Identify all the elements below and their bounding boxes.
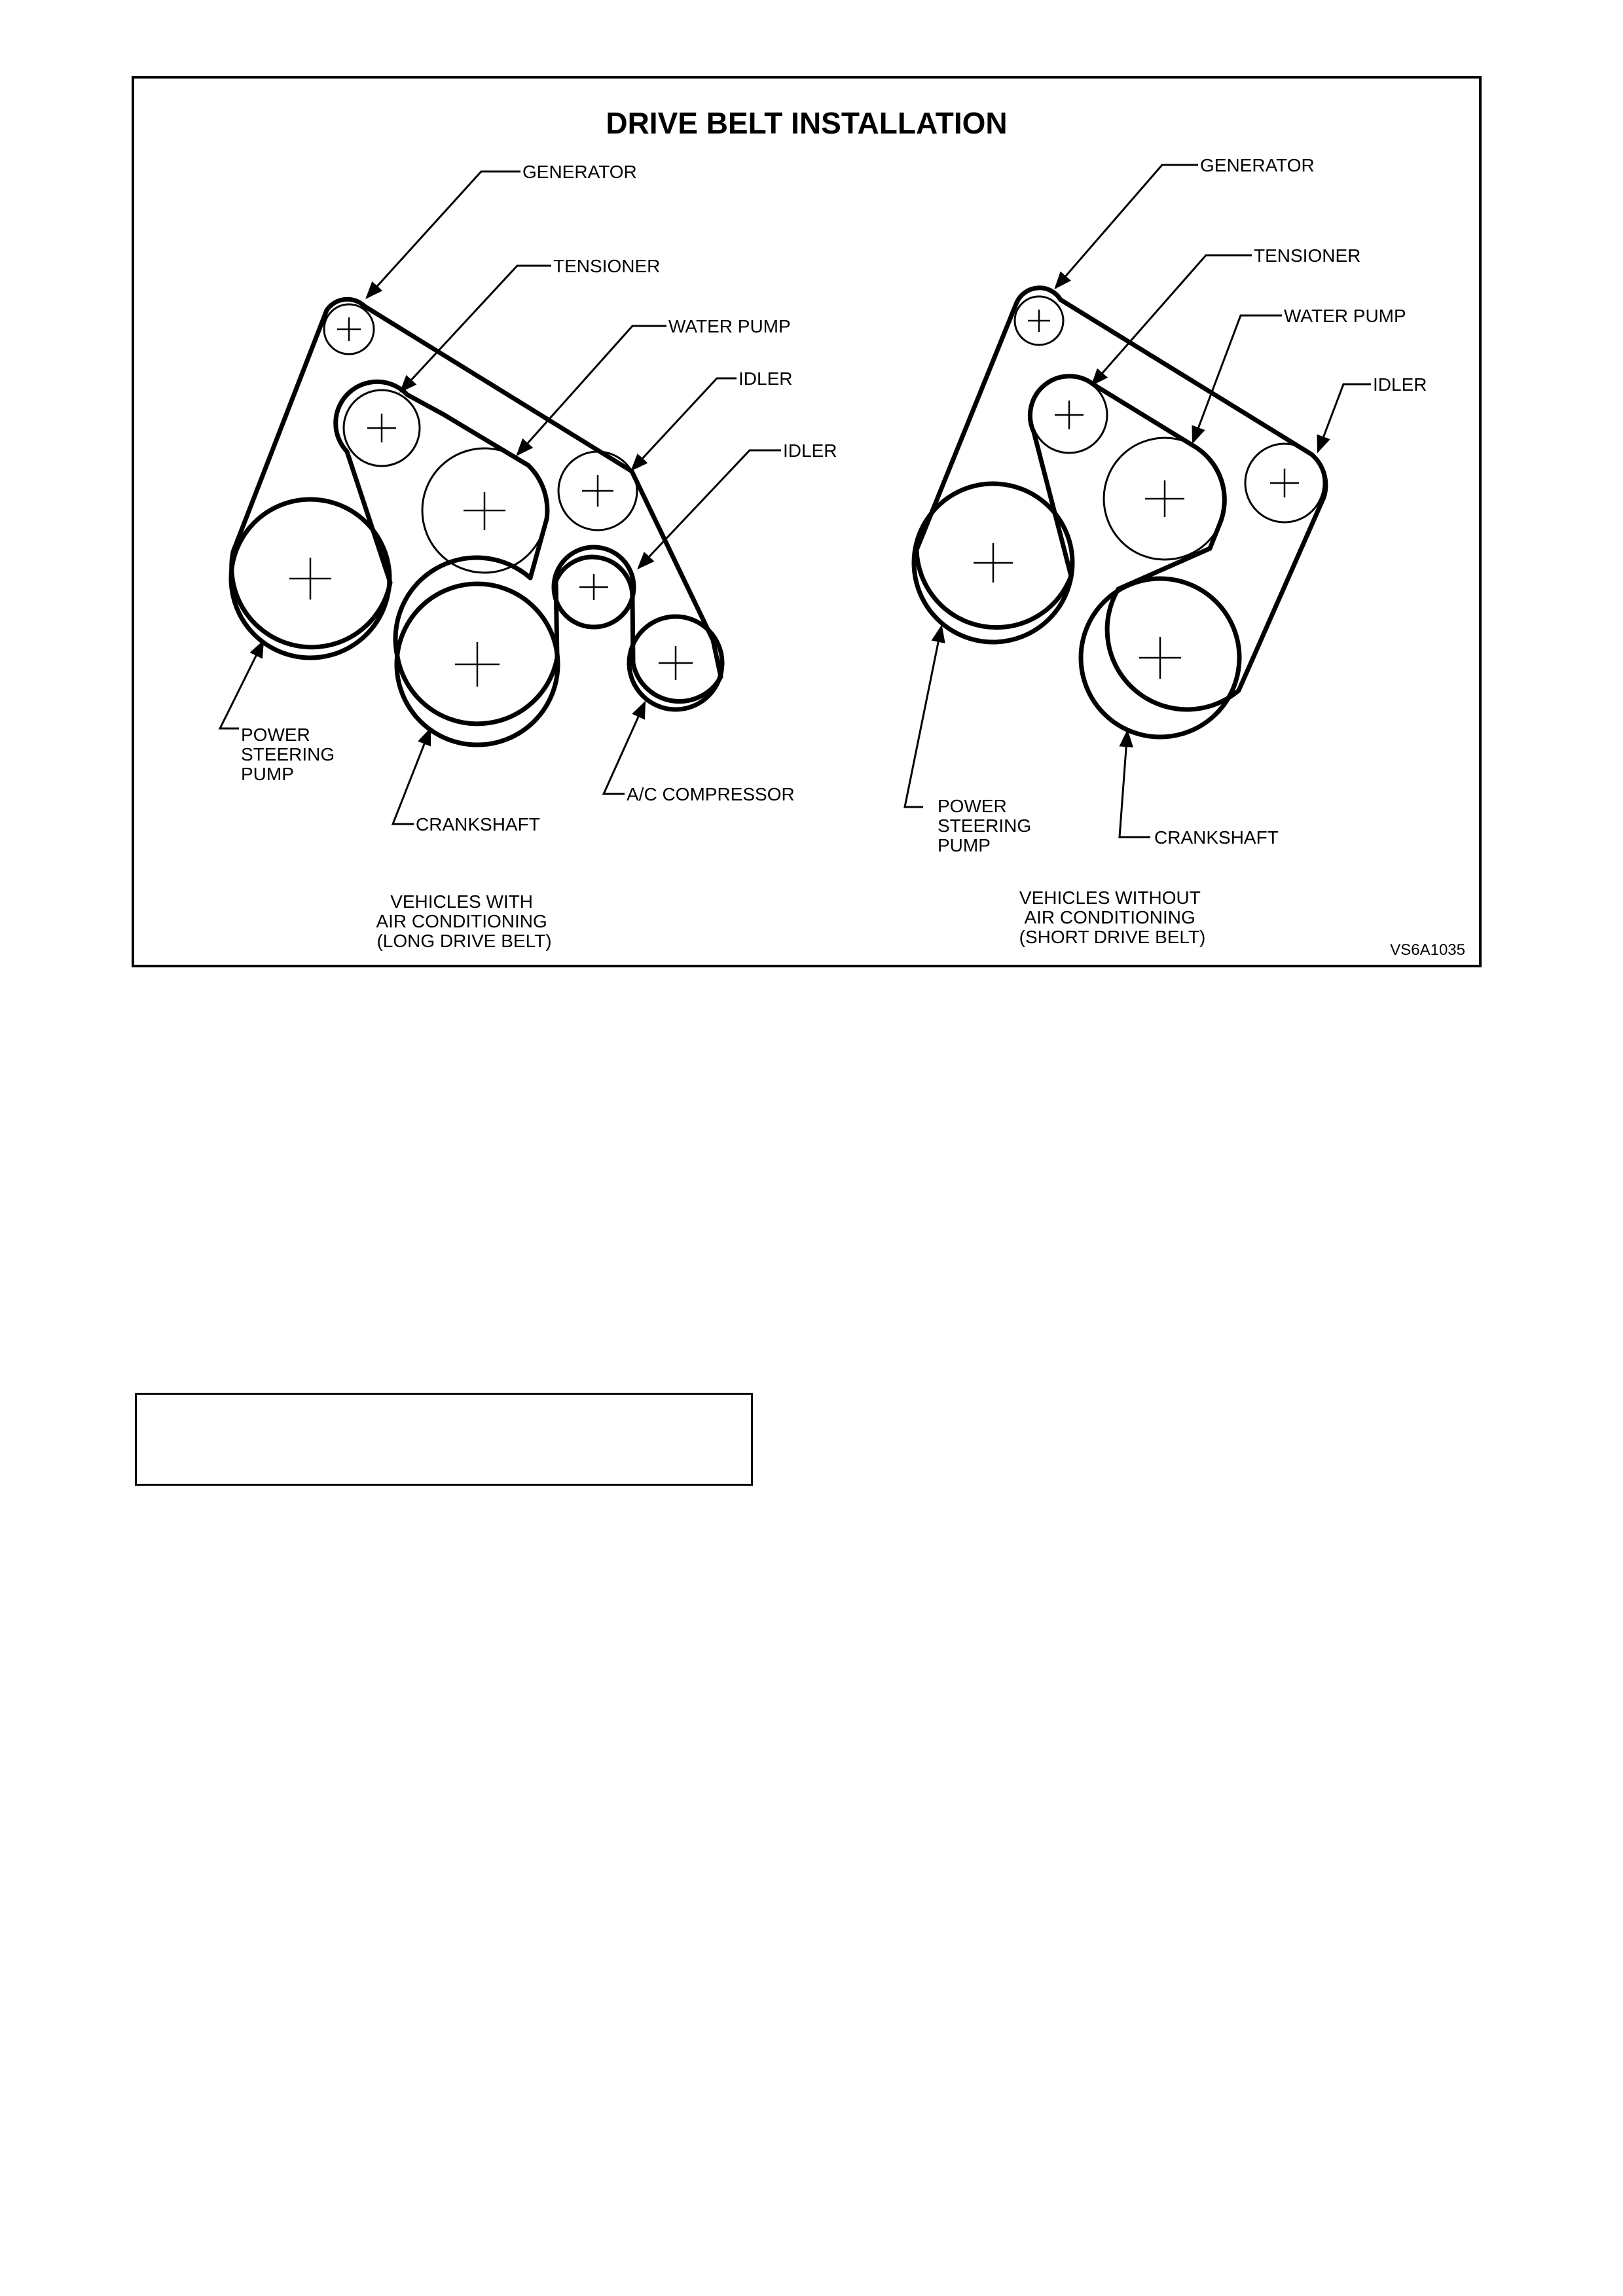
right-crankshaft-leader bbox=[1120, 731, 1150, 837]
right-water-pump-leader bbox=[1193, 315, 1282, 442]
right-power-steering-leader bbox=[905, 626, 941, 807]
left-power-steering-leader bbox=[220, 641, 263, 728]
left-diagram bbox=[220, 162, 837, 951]
right-generator-leader bbox=[1055, 165, 1198, 288]
left-crankshaft-leader bbox=[393, 729, 430, 824]
right-idler-label: IDLER bbox=[1373, 374, 1427, 395]
left-water-pump-label: WATER PUMP bbox=[668, 316, 791, 336]
left-power-steering-label: POWER STEERING PUMP bbox=[241, 725, 335, 784]
left-idler-upper-label: IDLER bbox=[739, 368, 793, 389]
right-tensioner-leader bbox=[1092, 255, 1252, 385]
reference-code: VS6A1035 bbox=[1390, 941, 1465, 959]
right-water-pump-label: WATER PUMP bbox=[1284, 306, 1406, 326]
left-ac-compressor-label: A/C COMPRESSOR bbox=[627, 784, 795, 804]
right-diagram bbox=[905, 155, 1427, 947]
left-idler-lower-label: IDLER bbox=[783, 440, 837, 461]
right-tensioner-label: TENSIONER bbox=[1254, 245, 1361, 266]
figure-title: DRIVE BELT INSTALLATION bbox=[606, 106, 1008, 140]
right-caption: VEHICLES WITHOUT AIR CONDITIONING (SHORT DRIVE BELT) bbox=[1019, 888, 1206, 947]
right-crankshaft-label: CRANKSHAFT bbox=[1154, 827, 1279, 848]
left-water-pump-leader bbox=[517, 326, 666, 455]
left-idler-upper-leader bbox=[632, 378, 737, 470]
left-crankshaft-label: CRANKSHAFT bbox=[416, 814, 540, 834]
right-generator-label: GENERATOR bbox=[1200, 155, 1315, 175]
right-idler-leader bbox=[1318, 384, 1371, 452]
left-ac-compressor-leader bbox=[604, 702, 645, 794]
left-idler-lower-leader bbox=[638, 450, 781, 568]
right-power-steering-label: POWER STEERING PUMP bbox=[938, 796, 1032, 855]
left-generator-label: GENERATOR bbox=[522, 162, 637, 182]
left-generator-leader bbox=[367, 171, 520, 298]
left-caption: VEHICLES WITH AIR CONDITIONING (LONG DRIVE BELT) bbox=[376, 891, 552, 951]
empty-text-box bbox=[135, 1393, 753, 1486]
left-tensioner-label: TENSIONER bbox=[553, 256, 661, 276]
